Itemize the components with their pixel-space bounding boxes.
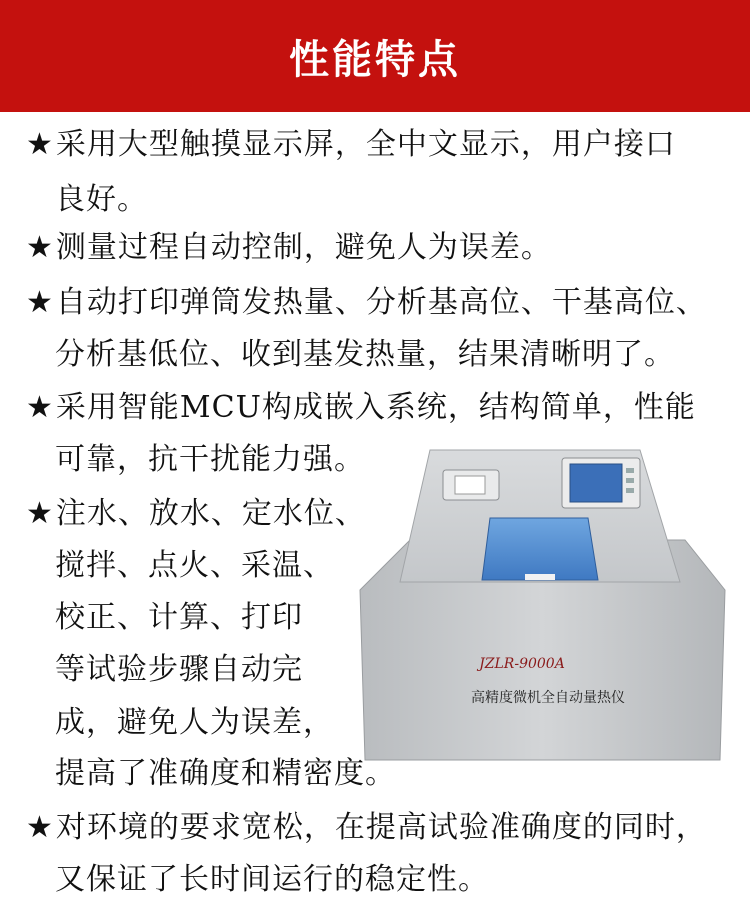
feature-line	[55, 650, 303, 690]
star-bullet-icon: ★	[26, 230, 54, 265]
feature-line	[55, 440, 365, 480]
feature-line	[26, 494, 366, 534]
feature-line-text: 校正、计算、打印	[55, 600, 303, 635]
star-bullet-icon: ★	[26, 810, 54, 845]
feature-line	[26, 808, 707, 848]
star-bullet-icon: ★	[26, 390, 54, 425]
feature-line-text: 可靠，抗干扰能力强。	[55, 442, 365, 477]
feature-line	[55, 546, 334, 586]
feature-line	[55, 598, 303, 638]
feature-line	[26, 283, 707, 323]
feature-line-text: 采用智能MCU构成嵌入系统，结构简单，性能	[55, 390, 696, 425]
feature-line-text: 测量过程自动控制，避免人为误差。	[55, 230, 552, 265]
feature-line-text: 自动打印弹筒发热量、分析基高位、干基高位、	[55, 285, 707, 320]
feature-line	[26, 228, 552, 268]
feature-line-text: 采用大型触摸显示屏，全中文显示，用户接口	[55, 127, 676, 162]
feature-line	[26, 125, 676, 165]
feature-line-text: 良好。	[55, 182, 148, 217]
star-bullet-icon: ★	[26, 127, 54, 162]
star-bullet-icon: ★	[26, 285, 54, 320]
feature-line	[55, 703, 334, 743]
calorimeter-device-illustration	[340, 440, 750, 770]
star-bullet-icon: ★	[26, 496, 54, 531]
feature-line	[55, 180, 148, 220]
header-banner	[0, 0, 750, 112]
feature-line-text: 搅拌、点火、采温、	[55, 548, 334, 583]
feature-line	[26, 388, 696, 428]
feature-line	[55, 335, 675, 375]
feature-line-text: 注水、放水、定水位、	[55, 496, 366, 531]
feature-line-text: 成，避免人为误差，	[55, 705, 334, 740]
feature-line-text: 又保证了长时间运行的稳定性。	[55, 862, 489, 897]
device-name-label: 高精度微机全自动量热仪	[471, 690, 625, 706]
page-title: 性能特点	[289, 36, 461, 83]
feature-line-text: 提高了准确度和精密度。	[55, 756, 396, 791]
feature-line-text: 对环境的要求宽松，在提高试验准确度的同时，	[55, 810, 707, 845]
feature-line	[55, 860, 489, 900]
feature-line-text: 等试验步骤自动完	[55, 652, 303, 687]
feature-line	[55, 754, 396, 794]
feature-line-text: 分析基低位、收到基发热量，结果清晰明了。	[55, 337, 675, 372]
device-model-label: JZLR-9000A	[479, 656, 565, 672]
